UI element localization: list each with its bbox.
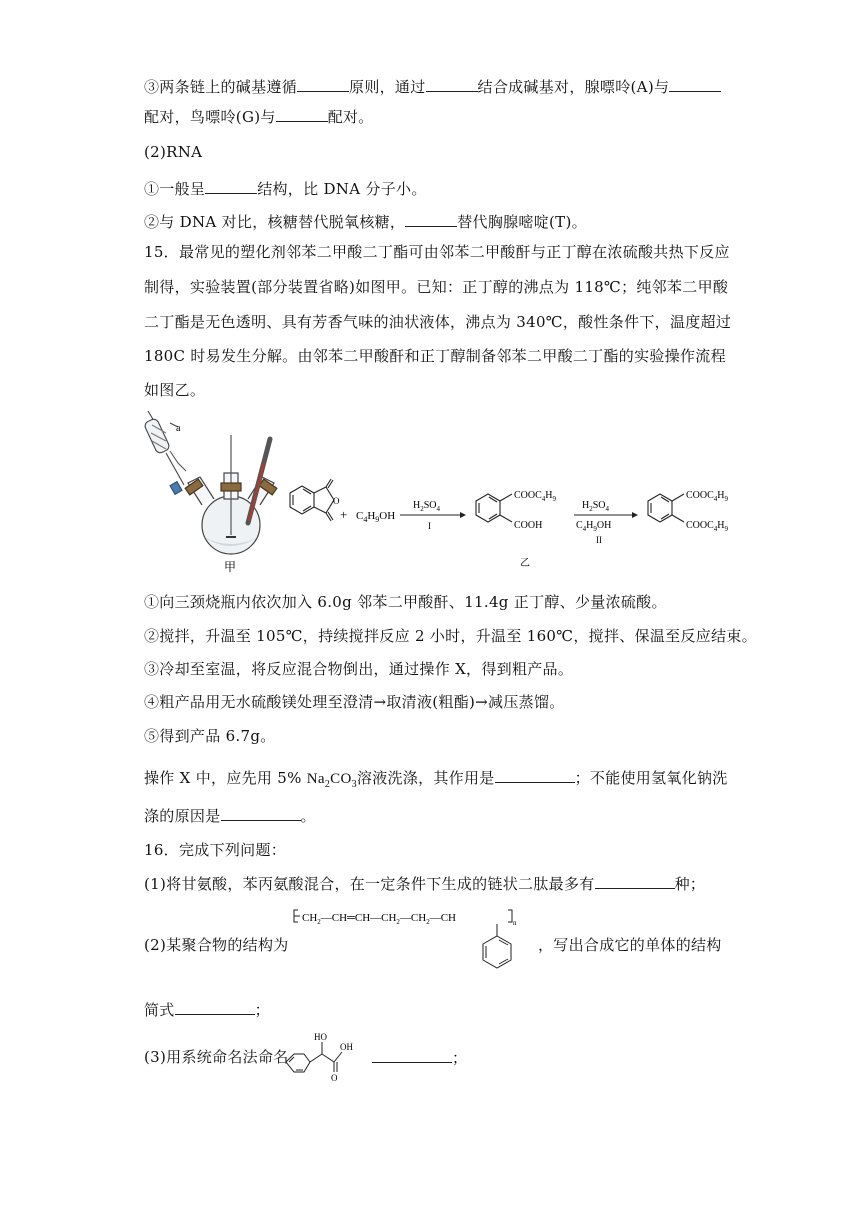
text-line-5: [144, 211, 587, 232]
polymer-chain: $CH_2—CH═CH—CH_2—CH_2—CH$: [302, 912, 456, 926]
product1-bottom-group: COOH: [514, 520, 543, 531]
text-segment: ；不能使用氢氧化钠洗: [574, 769, 728, 787]
answer-blank[interactable]: [669, 76, 721, 92]
question-15-line-3: [144, 312, 731, 332]
text-line-3: [144, 142, 202, 162]
text-segment: ⑤得到产品 6.7g。: [144, 727, 276, 745]
reagent-butanol: $C_4H_9OH$: [356, 510, 396, 524]
step-line-3: [144, 659, 573, 679]
acid-oh-label: OH: [340, 1042, 353, 1052]
step-line-4: [144, 692, 565, 712]
text-segment: ④粗产品用无水硫酸镁处理至澄清→取清液(粗酯)→减压蒸馏。: [144, 693, 565, 711]
step2-label: II: [596, 535, 602, 545]
text-segment: 结构，比 DNA 分子小。: [257, 180, 427, 198]
three-neck-flask: [185, 435, 277, 554]
na2co3-formula: $Na_2CO_3$: [306, 771, 357, 790]
condenser-label-a: a: [176, 423, 181, 434]
question-15-line-1: [144, 242, 730, 262]
text-segment: (3)用系统命名法命名: [144, 1048, 289, 1066]
text-segment: 操作 X 中，应先用 5%: [144, 769, 307, 787]
product2-top-group: $COOC_4H_9$: [686, 490, 729, 503]
answer-blank[interactable]: [175, 999, 255, 1015]
question-16-part-3-answer: [372, 1047, 467, 1068]
step1-catalyst: $H_2SO_4$: [413, 500, 441, 513]
text-segment: 原则，通过: [349, 78, 426, 96]
experiment-figure: [130, 405, 750, 577]
text-segment: (2)某聚合物的结构为: [144, 936, 289, 954]
step-line-2: [144, 626, 757, 646]
answer-blank[interactable]: [221, 805, 301, 821]
text-segment: (2)RNA: [144, 143, 203, 161]
text-segment: 配对。: [327, 108, 374, 126]
carbonyl-o-label: O: [331, 1073, 338, 1083]
text-segment: 替代胸腺嘧啶(T)。: [457, 213, 587, 231]
text-segment: ，写出合成它的单体的结构: [538, 936, 722, 954]
text-segment: 180C 时易发生分解。由邻苯二甲酸酐和正丁醇制备邻苯二甲酸二丁酯的实验操作流程: [144, 347, 726, 365]
text-segment: ②搅拌，升温至 105℃，持续搅拌反应 2 小时，升温至 160℃，搅拌、保温至反应结束。: [144, 627, 757, 645]
text-segment: 配对，鸟嘌呤(G)与: [144, 108, 276, 126]
answer-blank[interactable]: [205, 178, 257, 194]
step1-label: I: [428, 521, 431, 531]
question-15-line-5: [144, 380, 205, 400]
question-16-part-2-tail: [538, 935, 722, 955]
text-line-4: [144, 178, 427, 199]
answer-blank[interactable]: [372, 1047, 452, 1063]
question-15-line-2: [144, 277, 728, 297]
question-16-part-3: [144, 1047, 289, 1067]
text-segment: ；: [452, 1049, 468, 1067]
ring-oxygen: O: [333, 496, 340, 506]
text-line-1: [144, 76, 721, 97]
text-line-2: [144, 106, 374, 127]
text-segment: 涤的原因是: [144, 807, 221, 825]
operation-x-line-2: [144, 805, 316, 826]
text-segment: (1)将甘氨酸，苯丙氨酸混合，在一定条件下生成的链状二肽最多有: [144, 875, 595, 893]
monoester-structure: [476, 494, 512, 522]
polymer-structure: [290, 900, 530, 990]
product1-top-group: $COOC_4H_9$: [514, 490, 557, 503]
product2-bottom-group: $COOC_4H_9$: [686, 520, 729, 533]
text-segment: 。: [300, 807, 316, 825]
answer-blank[interactable]: [426, 76, 478, 92]
text-segment: 结合成碱基对，腺嘌呤(A)与: [477, 78, 670, 96]
operation-x-line: [144, 767, 728, 795]
text-segment: ；: [254, 1001, 270, 1019]
step-line-5: [144, 726, 276, 746]
text-segment: 溶液洗涤，其作用是: [356, 769, 495, 787]
mandelic-acid-structure: [282, 1028, 372, 1084]
text-segment: ③两条链上的碱基遵循: [144, 78, 298, 96]
text-segment: 简式: [144, 1001, 175, 1019]
phthalic-anhydride-structure: [290, 479, 334, 521]
text-segment: 二丁酯是无色透明、具有芳香气味的油状液体，沸点为 340℃，酸性条件下，温度超过: [144, 313, 732, 331]
question-16-part-2-line-2: [144, 999, 270, 1020]
plus-sign: +: [340, 507, 348, 522]
text-segment: 如图乙。: [144, 381, 206, 399]
question-16-title: [144, 840, 286, 860]
dibutyl-phthalate-structure: [648, 494, 684, 522]
polymer-subscript-n: n: [513, 919, 517, 927]
answer-blank[interactable]: [297, 76, 349, 92]
question-16-part-2: [144, 935, 289, 955]
text-segment: 16．完成下列问题：: [144, 841, 287, 859]
text-segment: 制得，实验装置(部分装置省略)如图甲。已知：正丁醇的沸点为 118℃；纯邻苯二甲酸: [144, 278, 729, 296]
apparatus-label: 甲: [224, 560, 237, 574]
answer-blank[interactable]: [495, 767, 575, 783]
text-segment: 15．最常见的塑化剂邻苯二甲酸二丁酯可由邻苯二甲酸酐与正丁醇在浓硫酸共热下反应: [144, 243, 730, 261]
question-16-part-1: [144, 873, 705, 894]
text-segment: ②与 DNA 对比，核糖替代脱氧核糖，: [144, 213, 406, 231]
text-segment: ①一般呈: [144, 180, 206, 198]
answer-blank[interactable]: [595, 873, 675, 889]
scheme-label: 乙: [520, 558, 530, 569]
answer-blank[interactable]: [276, 106, 328, 122]
step-line-1: [144, 592, 667, 612]
question-15-line-4: [144, 346, 726, 366]
hydroxyl-label: HO: [314, 1032, 327, 1042]
text-segment: 种；: [674, 875, 706, 893]
step2-reagent: $C_4H_9OH$: [576, 520, 612, 533]
text-segment: ③冷却至室温，将反应混合物倒出，通过操作 X，得到粗产品。: [144, 660, 574, 678]
step2-catalyst: $H_2SO_4$: [582, 500, 610, 513]
text-segment: ①向三颈烧瓶内依次加入 6.0g 邻苯二甲酸酐、11.4g 正丁醇、少量浓硫酸。: [144, 593, 667, 611]
answer-blank[interactable]: [405, 211, 457, 227]
